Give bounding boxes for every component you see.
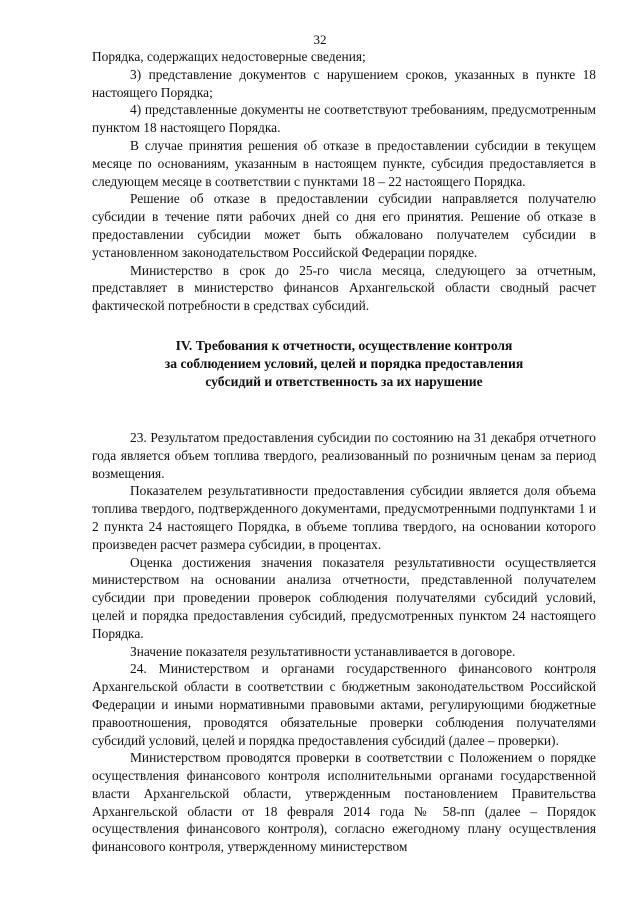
paragraph: В случае принятия решения об отказе в предоставлении субсидии в текущем месяце по основаниям, указанным в настоящем пункте, субсидия предоставляется в следующем месяце в соответствии с пунктами 18 – 22 настоящего Порядка.: [92, 137, 596, 189]
section-heading-line: за соблюдением условий, целей и порядка предоставления: [164, 355, 524, 371]
paragraph: Оценка достижения значения показателя результативности осуществляется министерством на основании анализа отчетности, представленной получателем субсидии при проведении проверок соблюдения получателями субсидий условий, целей и порядка предоставления субсидий, предусмотренных пунктом 24 настоящего Порядка.: [92, 554, 596, 641]
paragraph: 4) представленные документы не соответствуют требованиям, предусмотренным пунктом 18 настоящего Порядка.: [92, 102, 596, 136]
paragraph: 24. Министерством и органами государственного финансового контроля Архангельской области в соответствии с бюджетным законодательством Российской Федерации и иными нормативными правовыми актами, регулирующими бюджетные правоотношения, проводятся обязательные проверки соблюдения получателями субсидий условий, целей и порядка предоставления субсидий (далее – проверки).: [92, 661, 596, 748]
paragraph: Решение об отказе в предоставлении субсидии направляется получателю субсидии в течение пяти рабочих дней со дня его принятия. Решение об отказе в предоставлении субсидии может быть обжаловано получателем субсидии в установленном законодательством Российской Федерации порядке.: [92, 191, 596, 260]
paragraph: 23. Результатом предоставления субсидии по состоянию на 31 декабря отчетного года является объем топлива твердого, реализованный по розничным ценам за период возмещения.: [92, 429, 596, 481]
document-body: [92, 48, 596, 856]
section-heading: [92, 337, 596, 391]
section-heading-line: IV. Требования к отчетности, осуществление контроля: [175, 337, 513, 353]
page-number: 32: [313, 32, 327, 47]
paragraph: Показателем результативности предоставления субсидии является доля объема топлива твердого, подтвержденного документами, предусмотренными подпунктами 1 и 2 пункта 24 настоящего Порядка, в объеме топлива твердого, на основании которого произведен расчет размера субсидии, в процентах.: [92, 483, 596, 552]
paragraph: Значение показателя результативности устанавливается в договоре.: [130, 643, 516, 659]
paragraph: Порядка, содержащих недостоверные сведения;: [92, 49, 366, 64]
paragraph: Министерство в срок до 25-го числа месяца, следующего за отчетным, представляет в министерство финансов Архангельской области сводный расчет фактической потребности в средствах субсидий.: [92, 262, 596, 314]
paragraph: Министерством проводятся проверки в соответствии с Положением о порядке осуществления финансового контроля исполнительными органами государственной власти Архангельской области, утвержденным постановлением Правительства Архангельской области от 18 февраля 2014 года № 58-пп (далее – Порядок осуществления финансового контроля), согласно ежегодному плану осуществления финансового контроля, утвержденному министерством: [92, 750, 596, 855]
paragraph: 3) представление документов с нарушением сроков, указанных в пункте 18 настоящего Порядка;: [92, 66, 596, 100]
section-heading-line: субсидий и ответственность за их нарушение: [205, 373, 483, 389]
